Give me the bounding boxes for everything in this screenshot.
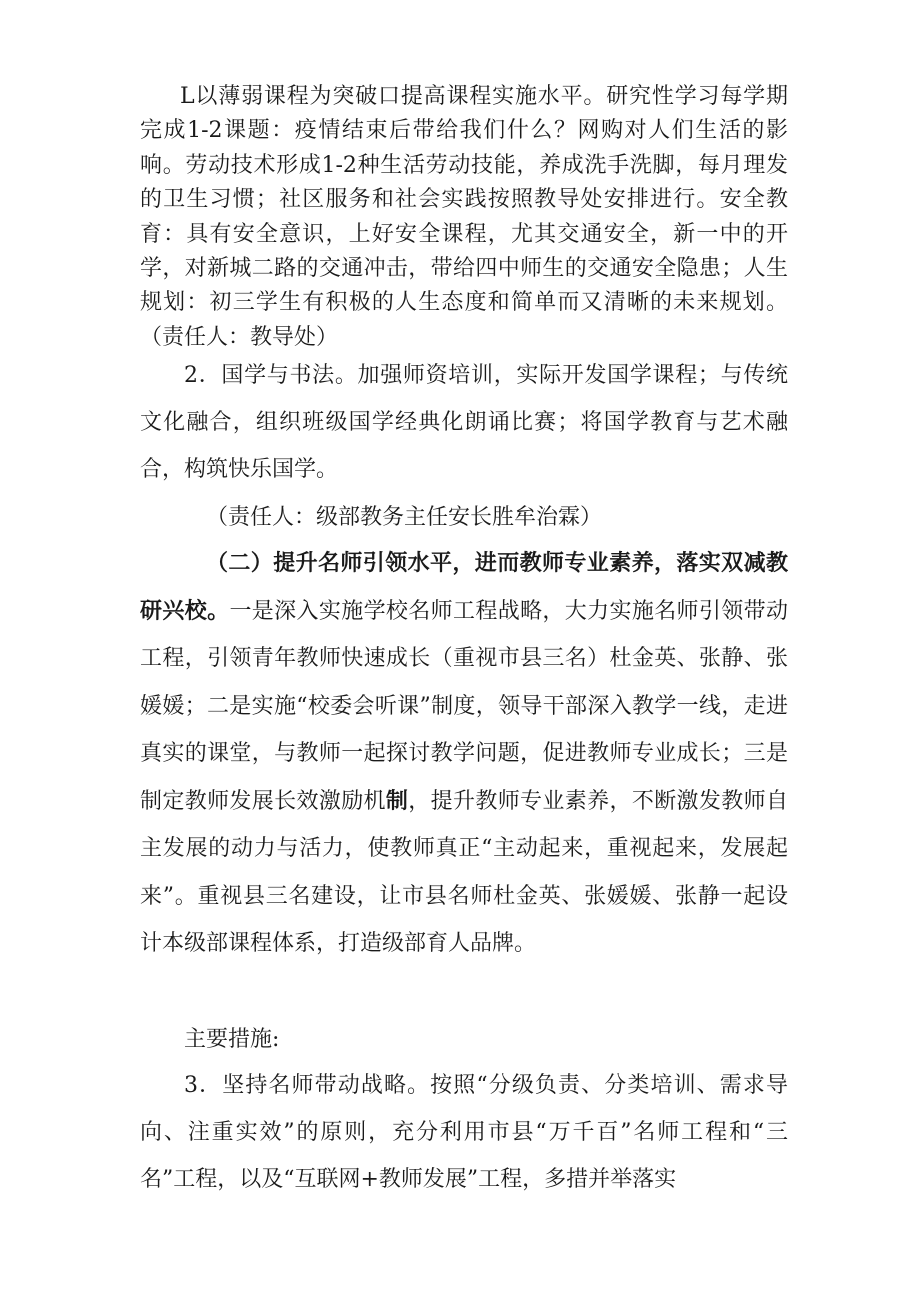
paragraph-responsible-person: （责任人：级部教务主任安长胜牟治霖） (206, 505, 603, 530)
section-heading: （二）提升名师引领水平，进而教师专业素养，落实双减教研兴校。 (140, 550, 788, 624)
paragraph-teacher-leadership (140, 540, 788, 968)
section-body-bold-char: 制 (385, 787, 409, 814)
paragraph-guoxue-calligraphy: 2．国学与书法。加强师资培训，实际开发国学课程；与传统文化融合，组织班级国学经典化朗诵比赛；将国学教育与艺术融合，构筑快乐国学。 (140, 363, 788, 482)
paragraph-course-implementation: L以薄弱课程为突破口提高课程实施水平。研究性学习每学期完成1-2课题：疫情结束后带给我们什么？网购对人们生活的影响。劳动技术形成1-2种生活劳动技能，养成洗手洗脚，每月理发的卫生习惯；社区服务和社会实践按照教导处安排进行。安全教育：具有安全意识，上好安全课程，尤其交通安全，新一中的开学，对新城二路的交通冲击，带给四中师生的交通安全隐患；人生规划：初三学生有积极的人生态度和简单而又清晰的未来规划。（责任人：教导处） (140, 84, 788, 350)
section-body: 一是深入实施学校名师工程战略，大力实施名师引领带动工程，引领青年教师快速成长（重视市县三名）杜金英、张静、张媛媛；二是实施“校委会听课”制度，领导干部深入教学一线，走进真实的课堂，与教师一起探讨教学问题，促进教师专业成长；三是制定教师发展长效激励机 (140, 598, 788, 814)
paragraph-famous-teacher-strategy: 3．坚持名师带动战略。按照“分级负责、分类培训、需求导向、注重实效”的原则，充分利用市县“万千百”名师工程和“三名”工程，以及“互联网+教师发展”工程，多措并举落实 (140, 1073, 788, 1192)
section-body-end: ，提升教师专业素养，不断激发教师自主发展的动力与活力，使教师真正“主动起来，重视起来，发展起来”。重视县三名建设，让市县名师杜金英、张媛媛、张静一起设计本级部课程体系，打造级部育人品牌。 (140, 788, 788, 956)
paragraph-main-measures: 主要措施: (184, 1027, 280, 1052)
